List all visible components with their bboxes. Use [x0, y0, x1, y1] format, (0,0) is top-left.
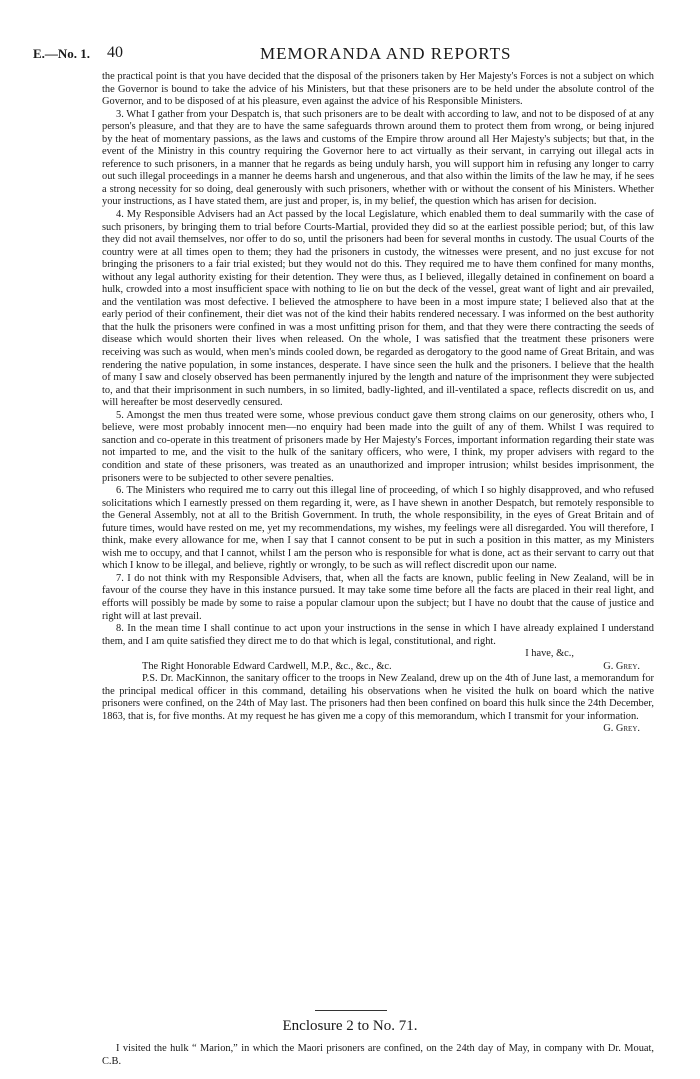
document-reference: E.—No. 1. [33, 46, 91, 61]
section-divider [315, 1010, 387, 1011]
paragraph-6: 6. The Ministers who required me to carry out this illegal line of proceeding, of which I so highly disapproved, and who refused solicitations which I earnestly pressed on them regarding it, were, as I have shewn in another Despatch, but remotely responsible to the General Assembly, not at all to the British Government. In truth, the whole responsibility, in the eyes of Great Britain and of future times, would have rested on me, yet my recommendations, my wishes, my feelings were all disregarded. You will therefore, I think, make every allowance for me, when I say that I cannot consent to be put in such a position in this matter, as my Ministers wish me to occupy, and that I cannot, whilst I am the person who is responsible for what is done, act as their servant to carry out that which I know to be illegal, and believe, rightly or wrongly, to be such as will reflect discredit upon our name. [102, 485, 654, 572]
signature: G. Grey. [603, 660, 640, 672]
postscript: P.S. Dr. MacKinnon, the sanitary officer to the troops in New Zealand, drew up on the 4th of June last, a memorandum for the principal medical officer in this command, detailing his observations when he visited the hulk on board which the native prisoners were confined, on the 24th of May last. The prisoners had then been confined on board this hulk since the 24th December, 1863, that is, for five months. At my request he has given me a copy of this memorandum, which I transmit for your information. [102, 673, 654, 722]
enclosure-heading [0, 1018, 700, 1035]
enclosure-paragraph: I visited the hulk “ Marion,” in which the Maori prisoners are confined, on the 24th day of May, in company with Dr. Mouat, C.B. [102, 1043, 654, 1067]
paragraph-3: 3. What I gather from your Despatch is, that such prisoners are to be dealt with according to law, and not to be disposed of at any person's pleasure, and that they are to have the same safeguards thrown around them to protect them from wrong, or being injured by the heat of momentary passions, as the laws and customs of the Empire throw around all Her Majesty's subjects; but that, in the event of the Ministry in this country requiring the Governor here to act virtually as their servant, in carrying out illegal acts in reference to such prisoners, in a manner that he regards as being unduly harsh, you will support him in refusing any longer to carry out such illegal proceedings in a manner he deems harsh and ungenerous, and that also within the limits of the law he may, if he sees a strong necessity for so doing, deal generously with such prisoners, whether with or without the consent of his Ministers. Whether your instructions, as I have stated them, are just and proper, is, in my belief, the question which has arisen for decision. [102, 108, 654, 208]
enclosure-title: Enclosure 2 to No. 71. [282, 1018, 418, 1034]
running-title: MEMORANDA AND REPORTS [260, 44, 512, 63]
enclosure-body [102, 1043, 654, 1068]
addressee-line [102, 661, 654, 674]
paragraph-continuation: the practical point is that you have decided that the disposal of the prisoners taken by Her Majesty's Forces is not a subject on which the Governor is bound to take the advice of his Ministers, but that these prisoners are to be held under the absolute control of the Governor, and to be disposed of at his pleasure, even against the advice of his Responsible Ministers. [102, 71, 654, 108]
closing-salutation: I have, &c., [525, 648, 574, 660]
page-number: 40 [107, 44, 123, 61]
page-header [0, 44, 700, 66]
paragraph-7: 7. I do not think with my Responsible Advisers, that, when all the facts are known, public feeling in New Zealand, will be in favour of the course they have in this instance pursued. It may take some time before all the facts are placed in their real light, and efforts will possibly be made by some to raise a popular clamour upon the subject; but I have no doubt that the cause of justice and right will at last prevail. [102, 572, 654, 622]
postscript-signature: G. Grey. [603, 723, 640, 735]
paragraph-8: 8. In the mean time I shall continue to act upon your instructions in the sense in which I have already explained I understand them, and I am quite satisfied they direct me to do that which is legal, constitutional, and right. [102, 623, 654, 647]
addressee: The Right Honorable Edward Cardwell, M.P., &c., &c., &c. [142, 660, 392, 672]
paragraph-5: 5. Amongst the men thus treated were some, whose previous conduct gave them strong claims on our generosity, others who, I believe, were most probably innocent men—no enquiry had been made into the guilt of any of them. Whilst I was required to sanction and co-operate in this treatment of prisoners made by Her Majesty's Forces, important information regarding their state was not imparted to me, and the visit to the hulk of the sanitary officers, who were, I think, my proper advisers with regard to the condition and state of these prisoners, was treated as an unauthorized and improper intrusion; whilst besides imprisonment, the prisoners were to be subjected to other severe penalties. [102, 409, 654, 484]
paragraph-4: 4. My Responsible Advisers had an Act passed by the local Legislature, which enabled them to deal summarily with the case of such prisoners, by bringing them to trial before Courts-Martial, provided they did so at the earliest possible period; but, of this law they did not avail themselves, nor offer to do so, until the prisoners had been for several months in custody. The usual Courts of the country were at all times open to them; they had the prisoners in custody, the witnesses were present, and no just excuse for not bringing the prisoners to a fair trial existed; but they would not do this. They required me to have them confined for many months, without any legal authority existing for their detention. They were thus, as I believed, illegally detained in confinement on board a hulk, crowded into a most insufficient space with nothing to lie on but the deck of the vessel, great want of light and air prevailed, and the ventilation was most defective. I believed the atmosphere to have been in a most impure state; I believed also that at the early period of their confinement, their diet was not of the kind their habits rendered necessary. I was informed on the best authority that the hulk the prisoners were confined in was a most unfitting prison for them, and that they were there contracting the seeds of disease which would shorten their lives when released. On the whole, I was satisfied that the treatment these prisoners were receiving was such as would, when men's minds cooled down, be regarded as derogatory to the good name of Great Britain, and was rendering the native population, in some instances, desperate. I have since seen the hulk and the prisoners. I believe that the health of many I saw and closely observed has been permanently injured by the length and nature of the imprisonment they were subjected to, and that their imprisonment in such numbers, in so limited, badly-lighted, and ill-ventilated a space, reflects discredit on us, and will hereafter be most deservedly censured. [102, 209, 654, 409]
despatch-body [102, 71, 654, 736]
